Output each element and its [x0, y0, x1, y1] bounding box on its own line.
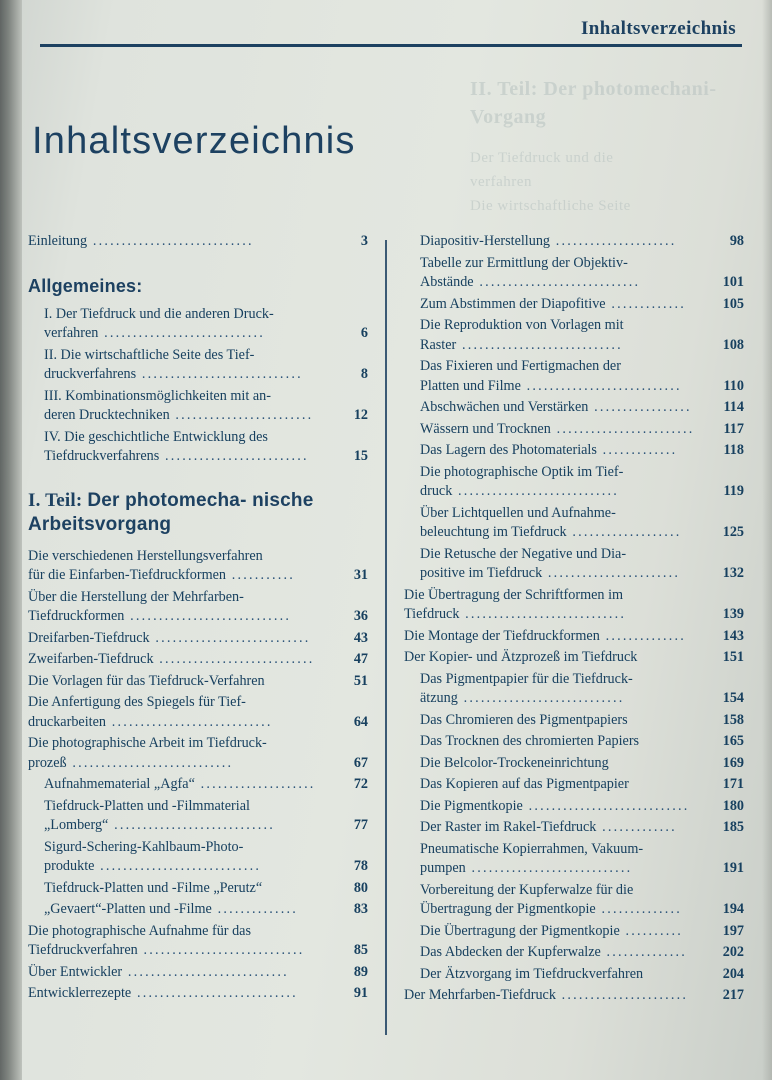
- toc-entry-page: 91: [353, 985, 368, 1001]
- toc-entry[interactable]: [404, 943, 744, 963]
- toc-entry-label: Die Anfertigung des Spiegels für Tief-: [28, 694, 246, 710]
- toc-entry-line: [420, 523, 702, 543]
- toc-entry-line: [420, 545, 702, 565]
- toc-entry-label: Pneumatische Kopierrahmen, Vakuum-: [420, 840, 644, 857]
- toc-entry[interactable]: [28, 838, 368, 877]
- leader-dots: ...........................: [153, 651, 315, 667]
- toc-entry[interactable]: [28, 672, 368, 692]
- toc-entry-line: [28, 629, 326, 649]
- toc-entry-line: [420, 482, 702, 502]
- toc-entry-line: [28, 922, 326, 942]
- toc-entry-label: Die Montage der Tiefdruckformen: [404, 627, 600, 644]
- toc-entry-line: [44, 857, 326, 877]
- toc-entry-line: [404, 627, 702, 647]
- toc-entry-page: 80: [353, 879, 368, 896]
- toc-entry-line: [420, 732, 702, 752]
- section-heading-teil-1: [28, 489, 368, 537]
- toc-entry-line: [420, 754, 702, 774]
- toc-entry-label: Die Übertragung der Schriftformen im: [404, 586, 624, 603]
- ghost-text-line-1: II. Teil: Der photomechani-: [470, 78, 717, 100]
- toc-entry-label: Platten und Filme: [420, 377, 521, 394]
- toc-entry-label: Das Trocknen des chromierten Papiers: [420, 733, 640, 749]
- toc-entry[interactable]: [28, 775, 368, 795]
- toc-entry-label: Der Kopier- und Ätzprozeß im Tiefdruck: [404, 649, 638, 665]
- leader-dots: ............................: [522, 797, 690, 814]
- toc-entry-line: [28, 232, 326, 252]
- toc-entry-line: [28, 566, 326, 586]
- toc-entry-line: [44, 900, 326, 920]
- toc-entry[interactable]: [404, 670, 744, 709]
- leader-dots: ............................: [459, 606, 627, 622]
- toc-entry-line: [404, 986, 702, 1006]
- toc-entry-line: [404, 586, 702, 606]
- leader-dots: .......................: [542, 565, 681, 581]
- toc-entry-page: 132: [722, 565, 744, 581]
- toc-column-left: [28, 232, 368, 1042]
- toc-entry[interactable]: [28, 305, 368, 344]
- toc-entry[interactable]: [404, 357, 744, 396]
- toc-entry-line: [420, 689, 702, 709]
- leader-dots: ........................: [550, 420, 695, 437]
- toc-entry-label: Übertragung der Pigmentkopie: [420, 901, 596, 917]
- toc-entry-label: Tabelle zur Ermittlung der Objektiv-: [420, 254, 628, 271]
- toc-entry-label: Die Vorlagen für das Tiefdruck-Verfahren: [28, 672, 265, 689]
- toc-entry-label: Der Raster im Rakel-Tiefdruck: [420, 819, 597, 835]
- toc-entry-page: 158: [722, 711, 744, 728]
- toc-entry-page: 217: [722, 987, 744, 1003]
- toc-entry-page: 191: [722, 860, 744, 876]
- toc-entry-label: Die Übertragung der Pigmentkopie: [420, 922, 620, 939]
- toc-entry-label: Der Ätzvorgang im Tiefdruckverfahren: [420, 965, 644, 982]
- toc-entry-page: 114: [723, 399, 744, 415]
- leader-dots: .............: [605, 295, 687, 312]
- page-binding-edge: [0, 0, 22, 1080]
- toc-entry-label: „Lomberg“: [44, 817, 109, 833]
- toc-entry-line: [420, 775, 702, 795]
- toc-entry[interactable]: [404, 648, 744, 668]
- toc-entry-label: deren Drucktechniken: [44, 407, 170, 423]
- toc-entry-line: [420, 922, 702, 942]
- toc-entry-page: 98: [729, 233, 744, 249]
- leader-dots: ............................: [473, 274, 641, 290]
- toc-entry-line: [28, 734, 326, 754]
- toc-entry-page: 105: [722, 295, 744, 312]
- toc-entry-page: 185: [722, 819, 744, 835]
- toc-entry[interactable]: [404, 986, 744, 1006]
- toc-entry-label: verfahren: [44, 325, 99, 341]
- toc-entry[interactable]: [404, 586, 744, 625]
- toc-entry-page: 204: [722, 965, 744, 982]
- toc-entry-label: III. Kombinationsmöglichkeiten mit an-: [44, 387, 271, 404]
- leader-dots: ...........................: [149, 629, 311, 646]
- toc-entry-label: druckarbeiten: [28, 713, 106, 730]
- spacer: [28, 254, 368, 262]
- toc-entry-page: 180: [722, 797, 744, 814]
- leader-dots: ..........: [619, 922, 683, 939]
- toc-entry[interactable]: [28, 693, 368, 732]
- toc-entry[interactable]: [404, 398, 744, 418]
- toc-entry-line: [420, 357, 702, 377]
- toc-entry-label: Die photographische Aufnahme für das: [28, 922, 251, 939]
- leader-dots: ............................: [137, 942, 305, 958]
- leader-dots: ............................: [94, 858, 262, 874]
- toc-entry-line: [44, 775, 326, 795]
- toc-entry[interactable]: [404, 922, 744, 942]
- toc-columns: [28, 232, 744, 1042]
- page-title: Inhaltsverzeichnis: [32, 120, 356, 162]
- leader-dots: .........................: [159, 448, 309, 464]
- toc-entry-line: [28, 672, 326, 692]
- toc-entry-page: 117: [723, 420, 744, 437]
- toc-entry-label: Diapositiv-Herstellung: [420, 233, 551, 249]
- toc-entry-line: [420, 316, 702, 336]
- toc-entry-page: 108: [722, 336, 744, 353]
- toc-entry[interactable]: [404, 732, 744, 752]
- toc-entry[interactable]: [404, 463, 744, 502]
- page-outer-edge: [762, 0, 772, 1080]
- toc-entry-line: [420, 336, 702, 356]
- toc-entry-line: [404, 605, 702, 625]
- toc-entry-line: [420, 377, 702, 397]
- toc-column-right: [404, 232, 744, 1042]
- toc-entry-page: 171: [722, 776, 744, 792]
- toc-entry-page: 101: [722, 274, 744, 290]
- toc-entry[interactable]: [404, 441, 744, 461]
- toc-entry-label: Tiefdruck-Platten und -Filmmaterial: [44, 797, 250, 814]
- toc-entry-line: [420, 273, 702, 293]
- toc-entry-line: [44, 324, 326, 344]
- toc-entry-line: [28, 547, 326, 567]
- toc-entry[interactable]: [404, 754, 744, 774]
- leader-dots: ......................: [555, 987, 689, 1003]
- toc-entry[interactable]: [404, 627, 744, 647]
- toc-entry[interactable]: [28, 963, 368, 983]
- header-rule: [40, 44, 742, 47]
- leader-dots: ............................: [122, 963, 289, 980]
- toc-entry-line: [28, 607, 326, 627]
- toc-entry-label: pumpen: [420, 860, 466, 876]
- toc-entry[interactable]: [28, 984, 368, 1004]
- toc-entry-label: Zum Abstimmen der Diapofitive: [420, 295, 606, 312]
- toc-entry-page: 78: [353, 858, 368, 874]
- toc-entry-label: Der Mehrfarben-Tiefdruck: [404, 987, 556, 1003]
- toc-entry-line: [420, 965, 702, 985]
- toc-entry-label: Sigurd-Schering-Kahlbaum-Photo-: [44, 838, 244, 855]
- toc-entry[interactable]: [28, 588, 368, 627]
- toc-entry-line: [28, 588, 326, 608]
- toc-entry-label: Tiefdruckverfahrens: [44, 448, 160, 464]
- leader-dots: .................: [588, 399, 692, 415]
- toc-entry-label: Einleitung: [28, 233, 88, 249]
- toc-entry-page: 8: [360, 366, 368, 382]
- ghost-text-line-3: Der Tiefdruck und die: [470, 150, 614, 166]
- toc-entry-line: [28, 650, 326, 670]
- toc-entry-label: Abstände: [420, 274, 474, 290]
- toc-entry[interactable]: [28, 629, 368, 649]
- toc-entry-label: Die Belcolor-Trockeneinrichtung: [420, 754, 609, 771]
- toc-entry-label: Die Retusche der Negative und Dia-: [420, 545, 627, 562]
- leader-dots: ............................: [452, 483, 619, 499]
- toc-entry-label: Wässern und Trocknen: [420, 420, 551, 437]
- toc-entry-label: druckverfahrens: [44, 366, 137, 382]
- toc-entry-label: Das Kopieren auf das Pigmentpapier: [420, 776, 629, 792]
- toc-entry[interactable]: [404, 840, 744, 879]
- toc-entry[interactable]: [404, 545, 744, 584]
- toc-entry-line: [44, 816, 326, 836]
- leader-dots: ............................: [98, 325, 266, 341]
- toc-entry[interactable]: [28, 922, 368, 961]
- toc-entry[interactable]: [28, 900, 368, 920]
- toc-entry-label: prozeß: [28, 754, 67, 771]
- toc-entry-page: 6: [360, 325, 368, 341]
- toc-entry[interactable]: [28, 428, 368, 467]
- toc-entry-line: [420, 840, 702, 860]
- toc-entry[interactable]: [404, 316, 744, 355]
- toc-entry-page: 125: [722, 524, 744, 540]
- toc-entry-line: [44, 406, 326, 426]
- toc-entry-label: Das Pigmentpapier für die Tiefdruck-: [420, 670, 633, 687]
- toc-entry-label: druck: [420, 483, 453, 499]
- toc-entry-label: Dreifarben-Tiefdruck: [28, 629, 150, 646]
- toc-entry-page: 15: [353, 448, 368, 464]
- toc-entry-line: [420, 943, 702, 963]
- toc-entry[interactable]: [404, 295, 744, 315]
- toc-entry-line: [404, 648, 702, 668]
- toc-entry[interactable]: [28, 232, 368, 252]
- toc-entry-label: Das Fixieren und Fertigmachen der: [420, 358, 621, 374]
- toc-entry-page: 119: [723, 483, 744, 499]
- toc-entry-line: [44, 387, 326, 407]
- toc-entry-line: [44, 797, 326, 817]
- toc-entry-page: 77: [353, 817, 368, 833]
- toc-entry-label: Das Abdecken der Kupferwalze: [420, 944, 601, 960]
- toc-entry[interactable]: [404, 797, 744, 817]
- leader-dots: ............................: [457, 690, 625, 706]
- ghost-text-line-2: Vorgang: [470, 106, 547, 128]
- running-head: Inhaltsverzeichnis: [581, 18, 736, 39]
- toc-entry-page: 118: [723, 442, 744, 458]
- toc-entry-line: [28, 984, 326, 1004]
- toc-entry-label: Die photographische Arbeit im Tiefdruck-: [28, 735, 267, 751]
- ghost-text-line-4: verfahren: [470, 174, 532, 190]
- leader-dots: ............................: [66, 754, 234, 771]
- toc-entry-page: 36: [353, 608, 368, 624]
- toc-entry-page: 64: [353, 713, 368, 730]
- toc-entry-label: Die photographische Optik im Tief-: [420, 463, 624, 480]
- leader-dots: ........................: [169, 407, 314, 423]
- toc-entry-line: [28, 963, 326, 983]
- toc-entry-page: 165: [722, 733, 744, 749]
- toc-entry[interactable]: [404, 965, 744, 985]
- toc-entry-page: 89: [353, 963, 368, 980]
- toc-entry-label: Über Lichtquellen und Aufnahme-: [420, 504, 616, 521]
- toc-entry-page: 47: [353, 651, 368, 667]
- toc-entry-line: [44, 428, 326, 448]
- toc-entry-page: 197: [722, 922, 744, 939]
- leader-dots: ............................: [456, 336, 623, 353]
- toc-entry-page: 31: [353, 567, 368, 583]
- toc-entry-line: [44, 346, 326, 366]
- leader-dots: ...........: [226, 567, 295, 583]
- toc-entry-page: 72: [353, 776, 368, 792]
- toc-entry-line: [420, 797, 702, 817]
- toc-entry-label: Tiefdruckverfahren: [28, 942, 138, 958]
- toc-entry-label: Über die Herstellung der Mehrfarben-: [28, 588, 244, 605]
- section-heading-allgemeines: Allgemeines:: [28, 275, 143, 296]
- toc-entry-page: 143: [722, 627, 744, 644]
- toc-entry-label: Aufnahmematerial „Agfa“: [44, 776, 195, 792]
- leader-dots: ..............: [600, 944, 688, 960]
- toc-entry-line: [420, 398, 702, 418]
- toc-entry[interactable]: [28, 734, 368, 773]
- toc-entry-label: Tiefdruck: [404, 606, 460, 622]
- toc-entry-line: [420, 818, 702, 838]
- toc-entry-label: Entwicklerrezepte: [28, 985, 132, 1001]
- toc-entry[interactable]: [404, 775, 744, 795]
- section-heading-teil-1-rest: Der photomecha- nische Arbeitsvorgang: [28, 489, 314, 535]
- toc-entry-line: [420, 564, 702, 584]
- toc-entry-line: [44, 365, 326, 385]
- leader-dots: .............: [596, 819, 677, 835]
- leader-dots: ....................: [194, 776, 316, 792]
- toc-entry-label: Tiefdruck-Platten und -Filme „Perutz“: [44, 879, 263, 896]
- toc-entry-page: 151: [722, 649, 744, 665]
- toc-entry-line: [420, 900, 702, 920]
- toc-entry-page: 202: [722, 944, 744, 960]
- toc-entry-line: [28, 941, 326, 961]
- leader-dots: ............................: [87, 233, 254, 249]
- toc-entry[interactable]: [404, 504, 744, 543]
- toc-entry[interactable]: [404, 254, 744, 293]
- section-heading-teil-1-lead: I. Teil:: [28, 489, 88, 511]
- toc-entry-line: [420, 441, 702, 461]
- toc-entry[interactable]: [28, 650, 368, 670]
- toc-entry-page: 43: [353, 629, 368, 646]
- toc-entry-page: 154: [722, 690, 744, 706]
- toc-entry-line: [44, 879, 326, 899]
- leader-dots: ..............: [211, 901, 299, 917]
- toc-entry[interactable]: [404, 232, 744, 252]
- leader-dots: ...................: [566, 524, 682, 540]
- toc-entry-line: [420, 232, 702, 252]
- toc-entry-label: Das Chromieren des Pigmentpapiers: [420, 711, 628, 728]
- toc-entry[interactable]: [404, 711, 744, 731]
- toc-entry-line: [420, 295, 702, 315]
- toc-entry-label: Die Reproduktion von Vorlagen mit: [420, 317, 624, 333]
- toc-entry-line: [28, 754, 326, 774]
- leader-dots: ..............: [595, 901, 682, 917]
- toc-entry-line: [420, 881, 702, 901]
- toc-entry-page: 194: [722, 901, 744, 917]
- toc-entry[interactable]: [28, 387, 368, 426]
- toc-entry-label: Vorbereitung der Kupferwalze für die: [420, 881, 634, 898]
- toc-entry-line: [44, 447, 326, 467]
- toc-entry-label: beleuchtung im Tiefdruck: [420, 524, 567, 540]
- leader-dots: ............................: [465, 860, 633, 876]
- toc-entry-label: Tiefdruckformen: [28, 608, 125, 624]
- toc-entry-page: 83: [353, 901, 368, 917]
- toc-entry-page: 110: [723, 377, 744, 394]
- leader-dots: ...........................: [520, 377, 682, 394]
- toc-entry-label: I. Der Tiefdruck und die anderen Druck-: [44, 305, 274, 322]
- toc-entry-label: II. Die wirtschaftliche Seite des Tief-: [44, 346, 255, 363]
- toc-entry-page: 3: [360, 233, 368, 249]
- toc-entry-page: 85: [353, 942, 368, 958]
- toc-entry-line: [28, 713, 326, 733]
- toc-entry[interactable]: [28, 879, 368, 899]
- column-divider: [385, 240, 387, 1035]
- toc-entry-label: Die verschiedenen Herstellungsverfahren: [28, 547, 263, 564]
- ghost-text-line-5: Die wirtschaftliche Seite: [470, 198, 631, 214]
- leader-dots: ............................: [124, 608, 292, 624]
- toc-entry-page: 169: [722, 754, 744, 771]
- toc-entry-line: [44, 305, 326, 325]
- leader-dots: ..............: [599, 627, 687, 644]
- toc-entry[interactable]: [28, 346, 368, 385]
- toc-entry-label: Über Entwickler: [28, 963, 123, 980]
- toc-entry-label: Das Lagern des Photomaterials: [420, 442, 597, 458]
- toc-entry-label: IV. Die geschichtliche Entwicklung des: [44, 428, 268, 445]
- toc-entry[interactable]: [28, 797, 368, 836]
- toc-entry-label: Die Pigmentkopie: [420, 797, 523, 814]
- toc-entry-line: [420, 254, 702, 274]
- leader-dots: ............................: [131, 985, 298, 1001]
- toc-entry-label: Abschwächen und Verstärken: [420, 399, 589, 415]
- toc-entry-label: Raster: [420, 336, 457, 353]
- leader-dots: .............: [596, 442, 678, 458]
- toc-entry-page: 139: [722, 606, 744, 622]
- toc-entry-line: [420, 504, 702, 524]
- toc-entry-line: [28, 693, 326, 713]
- toc-entry-line: [420, 670, 702, 690]
- toc-entry-line: [44, 838, 326, 858]
- toc-entry-line: [420, 711, 702, 731]
- toc-entry-label: ätzung: [420, 690, 458, 706]
- leader-dots: ............................: [106, 713, 273, 730]
- leader-dots: ............................: [108, 817, 276, 833]
- toc-entry-line: [420, 859, 702, 879]
- toc-entry-label: produkte: [44, 858, 95, 874]
- toc-entry-page: 67: [353, 754, 368, 771]
- leader-dots: ............................: [136, 366, 303, 382]
- toc-entry[interactable]: [404, 818, 744, 838]
- toc-entry-page: 51: [353, 672, 368, 689]
- toc-entry-line: [420, 420, 702, 440]
- toc-entry-label: „Gevaert“-Platten und -Filme: [44, 901, 212, 917]
- toc-entry[interactable]: [404, 420, 744, 440]
- toc-entry[interactable]: [28, 547, 368, 586]
- toc-entry-label: für die Einfarben-Tiefdruckformen: [28, 567, 227, 583]
- toc-entry-page: 12: [353, 407, 368, 423]
- toc-entry-line: [420, 463, 702, 483]
- leader-dots: .....................: [550, 233, 677, 249]
- toc-entry-label: positive im Tiefdruck: [420, 565, 543, 581]
- toc-entry[interactable]: [404, 881, 744, 920]
- toc-entry-label: Zweifarben-Tiefdruck: [28, 651, 154, 667]
